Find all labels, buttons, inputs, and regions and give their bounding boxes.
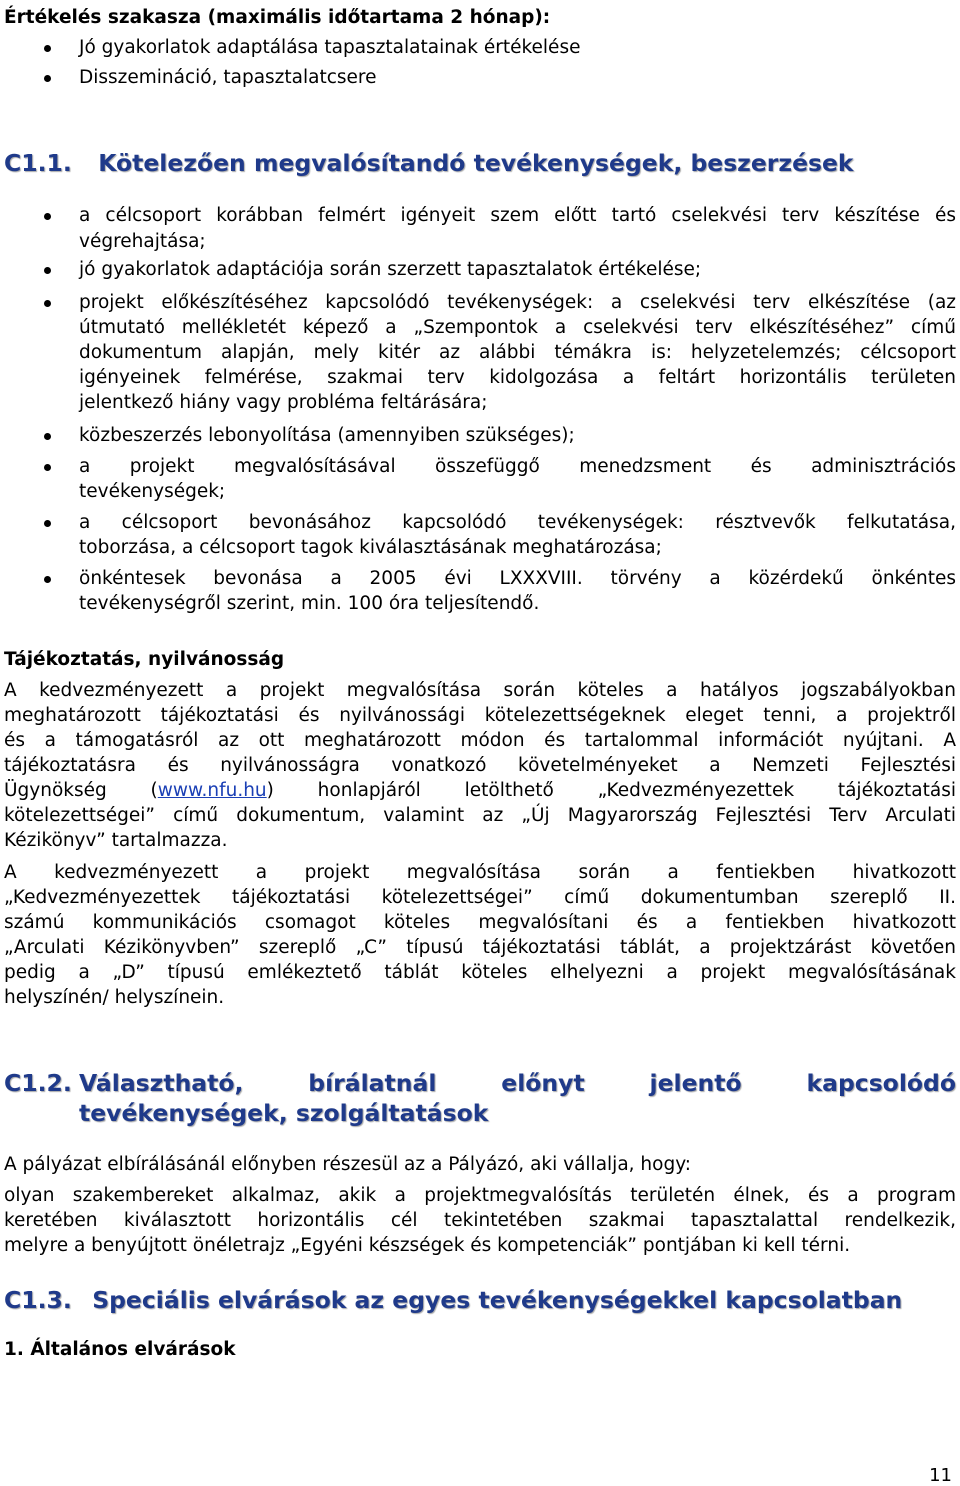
eval-heading: Értékelés szakasza (maximális időtartama 2 hónap):	[4, 7, 551, 28]
info-p2-line-2: „Kedvezményezettek tájékoztatási kötelezettségei” című dokumentumban szereplő II.	[4, 887, 956, 908]
info-p1-line-5-post: ) honlapjáról letölthető „Kedvezményezettek tájékoztatási	[266, 780, 956, 801]
info-p2-line-3: számú kommunikációs csomagot köteles megvalósítani és a fentiekben hivatkozott	[4, 912, 956, 933]
c11-item-7-line-1: önkéntesek bevonása a 2005 évi LXXXVIII. törvény a közérdekű önkéntes	[79, 568, 956, 589]
c11-item-3-line-1: projekt előkészítéséhez kapcsolódó tevékenységek: a cselekvési terv elkészítése (az	[79, 292, 956, 313]
c11-item-7-line-2: tevékenységről szerint, min. 100 óra teljesítendő.	[79, 593, 540, 614]
bullet-icon	[44, 576, 51, 583]
c11-item-3-line-3: dokumentum alapján, mely kitér az alábbi témákra is: helyzetelemzés; célcsoport	[79, 342, 956, 363]
bullet-icon	[44, 213, 51, 220]
bullet-icon	[44, 45, 51, 52]
section-c11-number: C1.1.	[4, 149, 72, 177]
general-heading: 1. Általános elvárások	[4, 1339, 236, 1360]
bullet-icon	[44, 267, 51, 274]
info-p2-line-1: A kedvezményezett a projekt megvalósítása során a fentiekben hivatkozott	[4, 862, 956, 883]
c12-p-line-3: melyre a benyújtott önéletrajz „Egyéni készségek és kompetenciák” pontjában ki kell térni.	[4, 1235, 851, 1256]
c11-item-6-line-2: toborzása, a célcsoport tagok kiválasztásának meghatározása;	[79, 537, 662, 558]
section-c13-heading	[4, 1285, 902, 1315]
bullet-icon	[44, 520, 51, 527]
info-heading: Tájékoztatás, nyilvánosság	[4, 649, 285, 670]
bullet-icon	[44, 75, 51, 82]
c12-p-line-1: olyan szakembereket alkalmaz, akik a projektmegvalósítás területén élnek, és a program	[4, 1185, 956, 1206]
c12-intro: A pályázat elbírálásánál előnyben részesül az a Pályázó, aki vállalja, hogy:	[4, 1154, 692, 1175]
section-c13-number: C1.3.	[4, 1286, 72, 1314]
info-p1-line-3: és a támogatásról az ott meghatározott módon és tartalommal információt nyújtani. A	[4, 730, 956, 751]
info-p1-line-6: kötelezettségei” című dokumentum, valamint az „Új Magyarország Fejlesztési Terv Arculati	[4, 805, 956, 826]
nfu-link[interactable]: www.nfu.hu	[157, 780, 267, 801]
eval-item-2: Disszemináció, tapasztalatcsere	[79, 67, 377, 88]
c11-item-5-line-2: tevékenységek;	[79, 481, 226, 502]
section-c12-number: C1.2.	[4, 1069, 72, 1097]
c11-item-3-line-4: igényeinek felmérése, szakmai terv kidolgozása a feltárt horizontális területen	[79, 367, 956, 388]
c11-item-3-line-5: jelentkező hiány vagy probléma feltárására;	[79, 392, 488, 413]
section-c13-title: Speciális elvárások az egyes tevékenységekkel kapcsolatban	[92, 1286, 903, 1314]
c11-item-5-line-1: a projekt megvalósításával összefüggő menedzsment és adminisztrációs	[79, 456, 956, 477]
info-p1-line-1: A kedvezményezett a projekt megvalósítása során köteles a hatályos jogszabályokban	[4, 680, 956, 701]
c11-item-6-line-1: a célcsoport bevonásához kapcsolódó tevékenységek: résztvevők felkutatása,	[79, 512, 956, 533]
section-c12-title-line-2: tevékenységek, szolgáltatások	[79, 1099, 489, 1127]
info-p1-line-5	[4, 779, 956, 803]
info-p1-line-2: meghatározott tájékoztatási és nyilvánossági kötelezettségeknek eleget tenni, a projektről	[4, 705, 956, 726]
c11-item-1-line-1: a célcsoport korábban felmért igényeit szem előtt tartó cselekvési terv készítése és	[79, 205, 956, 226]
c11-item-4: közbeszerzés lebonyolítása (amennyiben szükséges);	[79, 425, 575, 446]
c11-item-1-line-2: végrehajtása;	[79, 231, 206, 252]
info-p1-line-7: Kézikönyv” tartalmazza.	[4, 830, 228, 851]
c11-item-2: jó gyakorlatok adaptációja során szerzett tapasztalatok értékelése;	[79, 259, 702, 280]
c12-p-line-2: keretében kiválasztott horizontális cél tekintetében szakmai tapasztalattal rendelkezik,	[4, 1210, 956, 1231]
section-c11-heading	[4, 148, 854, 178]
eval-item-1: Jó gyakorlatok adaptálása tapasztalatainak értékelése	[79, 37, 581, 58]
c11-item-3-line-2: útmutató mellékletét képező a „Szempontok a cselekvési terv elkészítéséhez” című	[79, 317, 956, 338]
info-p1-line-5-pre: Ügynökség (	[4, 780, 158, 801]
page-number: 11	[929, 1465, 952, 1486]
info-p2-line-4: „Arculati Kézikönyvben” szereplő „C” típusú tájékoztatási táblát, a projektzárást követően	[4, 937, 956, 958]
section-c12-title-line-1: Választható, bírálatnál előnyt jelentő kapcsolódó	[79, 1069, 956, 1097]
info-p2-line-6: helyszínén/ helyszínein.	[4, 987, 225, 1008]
bullet-icon	[44, 300, 51, 307]
section-c11-title: Kötelezően megvalósítandó tevékenységek, beszerzések	[98, 149, 854, 177]
info-p1-line-4: tájékoztatásra és nyilvánosságra vonatkozó követelményeket a Nemzeti Fejlesztési	[4, 755, 956, 776]
bullet-icon	[44, 433, 51, 440]
info-p2-line-5: pedig a „D” típusú emlékeztető táblát köteles elhelyezni a projekt megvalósításának	[4, 962, 956, 983]
bullet-icon	[44, 464, 51, 471]
